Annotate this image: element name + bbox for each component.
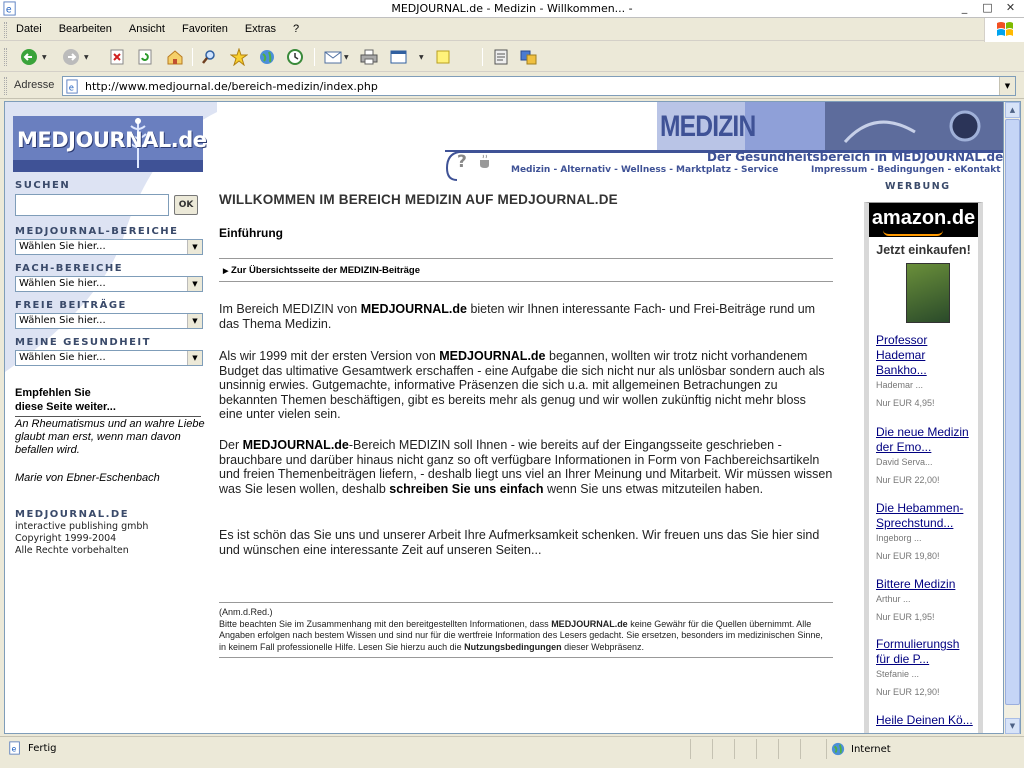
discuss-button[interactable]	[432, 47, 454, 67]
select-value: Wählen Sie hier...	[19, 315, 106, 326]
vertical-scrollbar[interactable]	[1004, 101, 1021, 734]
main-content	[219, 192, 833, 652]
forward-button[interactable]	[60, 47, 82, 67]
recommend-link[interactable]	[15, 386, 201, 417]
search-input[interactable]	[15, 194, 169, 216]
chevron-down-icon[interactable]: ▼	[187, 277, 202, 291]
recommend-line[interactable]: Empfehlen Sie	[15, 387, 91, 399]
research-button[interactable]	[490, 47, 512, 67]
quote-author: Marie von Ebner-Eschenbach	[15, 472, 160, 484]
ad-item-price: Nur EUR 19,80!	[876, 551, 940, 561]
stop-button[interactable]	[106, 47, 128, 67]
ad-item-price: Nur EUR 1,95!	[876, 612, 935, 622]
favorites-button[interactable]	[228, 47, 250, 67]
quote-text: An Rheumatismus und an wahre Liebe glaubt man erst, wenn man davon befallen wird.	[15, 418, 205, 456]
cup-icon[interactable]	[477, 154, 493, 170]
overview-link[interactable]	[219, 258, 833, 282]
ad-item[interactable]	[876, 333, 976, 408]
globe-icon	[831, 742, 845, 756]
forward-arrow-icon	[62, 48, 80, 66]
menu-datei[interactable]: Datei	[16, 23, 42, 35]
chevron-down-icon[interactable]: ▼	[344, 54, 349, 61]
chevron-down-icon[interactable]: ▼	[187, 314, 202, 328]
search-icon	[201, 49, 217, 65]
intro-heading: Einführung	[219, 226, 283, 240]
select-value: Wählen Sie hier...	[19, 278, 106, 289]
ad-item-price: Nur EUR 22,00!	[876, 475, 940, 485]
chevron-down-icon[interactable]: ▼	[84, 54, 89, 61]
text: keine Gewähr für die Quellen übernimmt. Alle Angaben erfolgen nach bestem Wissen und sind nur für die wertfreie Information des Lesers gedacht. Sie ersetzen, besonders im medizinischen Sinne, in keinem Fall professionelle Hilfe. Lesen Sie hierzu auch die	[219, 618, 823, 652]
history-button[interactable]	[284, 47, 306, 67]
menu-bearbeiten[interactable]: Bearbeiten	[58, 23, 112, 35]
ad-item-author: Ingeborg ...	[876, 533, 922, 543]
section-label-bereiche: MEDJOURNAL-BEREICHE	[15, 226, 179, 237]
menu-help[interactable]: ?	[293, 23, 300, 35]
home-button[interactable]	[164, 47, 186, 67]
logo-text[interactable]: MEDJOURNAL.de	[17, 128, 207, 152]
edit-icon	[390, 49, 408, 65]
select-bereiche[interactable]	[15, 239, 203, 255]
section-label-fach: FACH-BEREICHE	[15, 263, 124, 274]
security-zone[interactable]	[826, 739, 1006, 759]
address-input[interactable]	[62, 76, 1016, 96]
section-label-frei: FREIE BEITRÄGE	[15, 300, 127, 311]
brand-text: MEDJOURNAL.de	[242, 438, 349, 452]
chevron-down-icon[interactable]: ▼	[999, 77, 1015, 95]
help-icon[interactable]: ?	[457, 152, 467, 172]
section-label-gesundheit: MEINE GESUNDHEIT	[15, 337, 151, 348]
address-label: Adresse	[14, 79, 55, 91]
ad-item-title[interactable]: Formulierungsh für die P...	[876, 637, 960, 666]
menu-favoriten[interactable]: Favoriten	[181, 23, 228, 35]
ad-item-price: Nur EUR 4,95!	[876, 398, 935, 408]
scroll-thumb[interactable]	[1005, 119, 1020, 705]
svg-text:e: e	[68, 82, 74, 93]
svg-text:e: e	[5, 4, 12, 16]
text: bieten wir Ihnen interessante Fach- und Frei-Beiträge rund um das Thema Medizin.	[219, 302, 816, 331]
text: Im Bereich MEDIZIN von	[219, 302, 361, 316]
chevron-down-icon[interactable]: ▼	[419, 54, 424, 61]
star-icon	[230, 48, 248, 66]
footer-copyright	[15, 509, 148, 557]
page-done-icon	[8, 741, 22, 755]
toolbar-grip[interactable]	[4, 48, 7, 66]
select-value: Wählen Sie hier...	[19, 241, 106, 252]
book-cover[interactable]	[906, 263, 950, 323]
footer-line: Alle Rechte vorbehalten	[15, 545, 129, 556]
toolbar-grip[interactable]	[4, 22, 7, 38]
text: begannen, wollten wir trotz nicht vorhandenem Budget das ultimative Gesamtwerk erschaffen - eine Aufgabe die sich nicht nur als unlösbar sondern auch als unsinnig erwies. Gutgemachte, informative Präsenzen die sich u.a. mit allgemeinen Betrachungen zu bekannten Themen beschäftigen, gibt es bereits mehr als genug und wir wollen zukünftig nicht mehr bloss eine unter vielen sein.	[219, 349, 825, 421]
ok-button[interactable]: OK	[174, 195, 198, 215]
ad-item-author: Hademar ...	[876, 380, 924, 390]
paragraph-4: Es ist schön das Sie uns und unserer Arbeit Ihre Aufmerksamkeit schenken. Wir freuen uns das Sie hier sind und wünschen eine interessante Zeit auf unseren Seiten...	[219, 528, 820, 557]
select-value: Wählen Sie hier...	[19, 352, 106, 363]
search-button[interactable]	[198, 47, 220, 67]
ad-item[interactable]	[876, 713, 976, 728]
banner-nav-left[interactable]: Medizin - Alternativ - Wellness - Marktplatz - Service	[511, 165, 779, 175]
select-gesundheit[interactable]	[15, 350, 203, 366]
edit-button[interactable]	[388, 47, 410, 67]
note-icon	[435, 49, 451, 65]
menu-ansicht[interactable]: Ansicht	[128, 23, 165, 35]
ad-item[interactable]	[876, 637, 976, 697]
back-arrow-icon	[20, 48, 38, 66]
disclaimer-head: (Anm.d.Red.)	[219, 607, 273, 617]
globe-icon	[258, 48, 276, 66]
text: -Bereich MEDIZIN soll Ihnen - wie bereits auf der Eingangsseite geschrieben - brauchbare und darüber hinaus nicht ganz so oft verfügbare Informationen in Form von Fachbereichsartikeln und freien Themenbeiträgen liefern, - deshalb liegt uns viel an Ihrer Meinung und Mitarbeit. Wir müssen wissen was Sie lesen wollen, deshalb	[219, 438, 833, 496]
print-button[interactable]	[358, 47, 380, 67]
scroll-up-button[interactable]: ▲	[1005, 102, 1020, 118]
footer-line: interactive publishing gmbh	[15, 521, 149, 532]
close-button[interactable]: ✕	[1005, 1, 1016, 14]
write-us-link[interactable]: schreiben Sie uns einfach	[389, 481, 544, 496]
printer-icon	[360, 49, 378, 65]
status-text: Fertig	[28, 742, 57, 754]
scroll-down-button[interactable]: ▼	[1005, 718, 1020, 734]
werbung-label: WERBUNG	[885, 181, 951, 192]
amazon-ad[interactable]	[864, 202, 983, 734]
menu-extras[interactable]: Extras	[244, 23, 277, 35]
window-title: MEDJOURNAL.de - Medizin - Willkommen... -	[391, 2, 633, 15]
text: wenn Sie uns etwas mitzuteilen haben.	[543, 481, 764, 496]
text: dieser Webpräsenz.	[561, 641, 645, 652]
ad-item-title[interactable]: Bittere Medizin	[876, 577, 956, 591]
search-label: SUCHEN	[15, 180, 71, 191]
back-button[interactable]	[18, 47, 40, 67]
ad-item-title[interactable]: Professor Hademar Bankho...	[876, 333, 928, 377]
text: Bitte beachten Sie im Zusammenhang mit den bereitgestellten Informationen, dass	[219, 618, 552, 629]
messenger-button[interactable]	[518, 47, 540, 67]
windows-logo	[984, 18, 1024, 42]
ad-item-title[interactable]: Die Hebammen-Sprechstund...	[876, 501, 964, 530]
ad-item-title[interactable]: Die neue Medizin der Emo...	[876, 425, 969, 454]
address-bar	[0, 73, 1024, 99]
status-bar	[0, 736, 1024, 768]
chevron-down-icon[interactable]: ▼	[187, 351, 202, 365]
page-viewport	[4, 101, 1004, 734]
menu-bar	[0, 19, 1024, 41]
brand-text: MEDJOURNAL.de	[360, 302, 467, 316]
ad-item-author: David Serva...	[876, 457, 933, 467]
toolbar-grip[interactable]	[4, 77, 7, 95]
ad-item-author: Stefanie ...	[876, 669, 920, 679]
ad-item[interactable]	[876, 425, 976, 485]
standard-toolbar	[0, 42, 1024, 72]
arrow-right-icon: ▶	[223, 268, 229, 275]
zone-label: Internet	[851, 743, 891, 755]
banner-nav-right[interactable]: Impressum - Bedingungen - eKontakt	[811, 165, 1001, 175]
select-frei[interactable]	[15, 313, 203, 329]
amazon-brand: amazon.de	[871, 207, 976, 229]
paragraph-2	[219, 349, 833, 422]
footer-line: Copyright 1999-2004	[15, 533, 117, 544]
refresh-icon	[137, 49, 153, 65]
ad-item-title[interactable]: Heile Deinen Kö...	[876, 713, 973, 727]
maximize-button[interactable]: □	[982, 1, 993, 14]
stop-icon	[109, 49, 125, 65]
mail-button[interactable]	[322, 47, 344, 67]
history-icon	[286, 48, 304, 66]
amazon-logo[interactable]	[869, 203, 978, 237]
recommend-line[interactable]: diese Seite weiter...	[15, 401, 116, 413]
disclaimer	[219, 602, 833, 658]
footer-brand: MEDJOURNAL.DE	[15, 509, 130, 520]
ad-item-author: Arthur ...	[876, 594, 911, 604]
page-title: WILLKOMMEN IM BEREICH MEDIZIN AUF MEDJOURNAL.DE	[219, 192, 618, 207]
brand-text: MEDJOURNAL.de	[551, 618, 628, 629]
refresh-button[interactable]	[134, 47, 156, 67]
text: Der	[219, 438, 243, 452]
brand-text: MEDJOURNAL.de	[439, 349, 546, 363]
chevron-down-icon[interactable]: ▼	[42, 54, 47, 61]
banner-medizin-text: MEDIZIN	[660, 110, 756, 143]
messenger-icon	[520, 48, 538, 66]
paragraph-1	[219, 302, 833, 331]
page-icon	[65, 79, 80, 94]
url-text[interactable]: http://www.medjournal.de/bereich-medizin/index.php	[85, 80, 378, 93]
banner-tagline: Der Gesundheitsbereich in MEDJOURNAL.de	[707, 150, 1004, 164]
select-fach[interactable]	[15, 276, 203, 292]
ad-cta[interactable]: Jetzt einkaufen!	[876, 243, 971, 257]
home-icon	[166, 49, 184, 65]
research-icon	[493, 49, 509, 65]
text: Als wir 1999 mit der ersten Version von	[219, 349, 440, 363]
ad-item[interactable]	[876, 501, 976, 561]
title-bar	[0, 0, 1024, 18]
mail-icon	[324, 49, 342, 65]
terms-link[interactable]: Nutzungsbedingungen	[464, 641, 562, 652]
overview-link-text[interactable]: Zur Übersichtsseite der MEDIZIN-Beiträge	[231, 265, 421, 276]
ad-item[interactable]	[876, 577, 976, 622]
media-button[interactable]	[256, 47, 278, 67]
paragraph-3	[219, 438, 833, 496]
minimize-button[interactable]: _	[961, 1, 968, 14]
ad-item-price: Nur EUR 12,90!	[876, 687, 940, 697]
left-sidebar	[5, 102, 217, 734]
chevron-down-icon[interactable]: ▼	[187, 240, 202, 254]
svg-text:e: e	[11, 744, 17, 754]
